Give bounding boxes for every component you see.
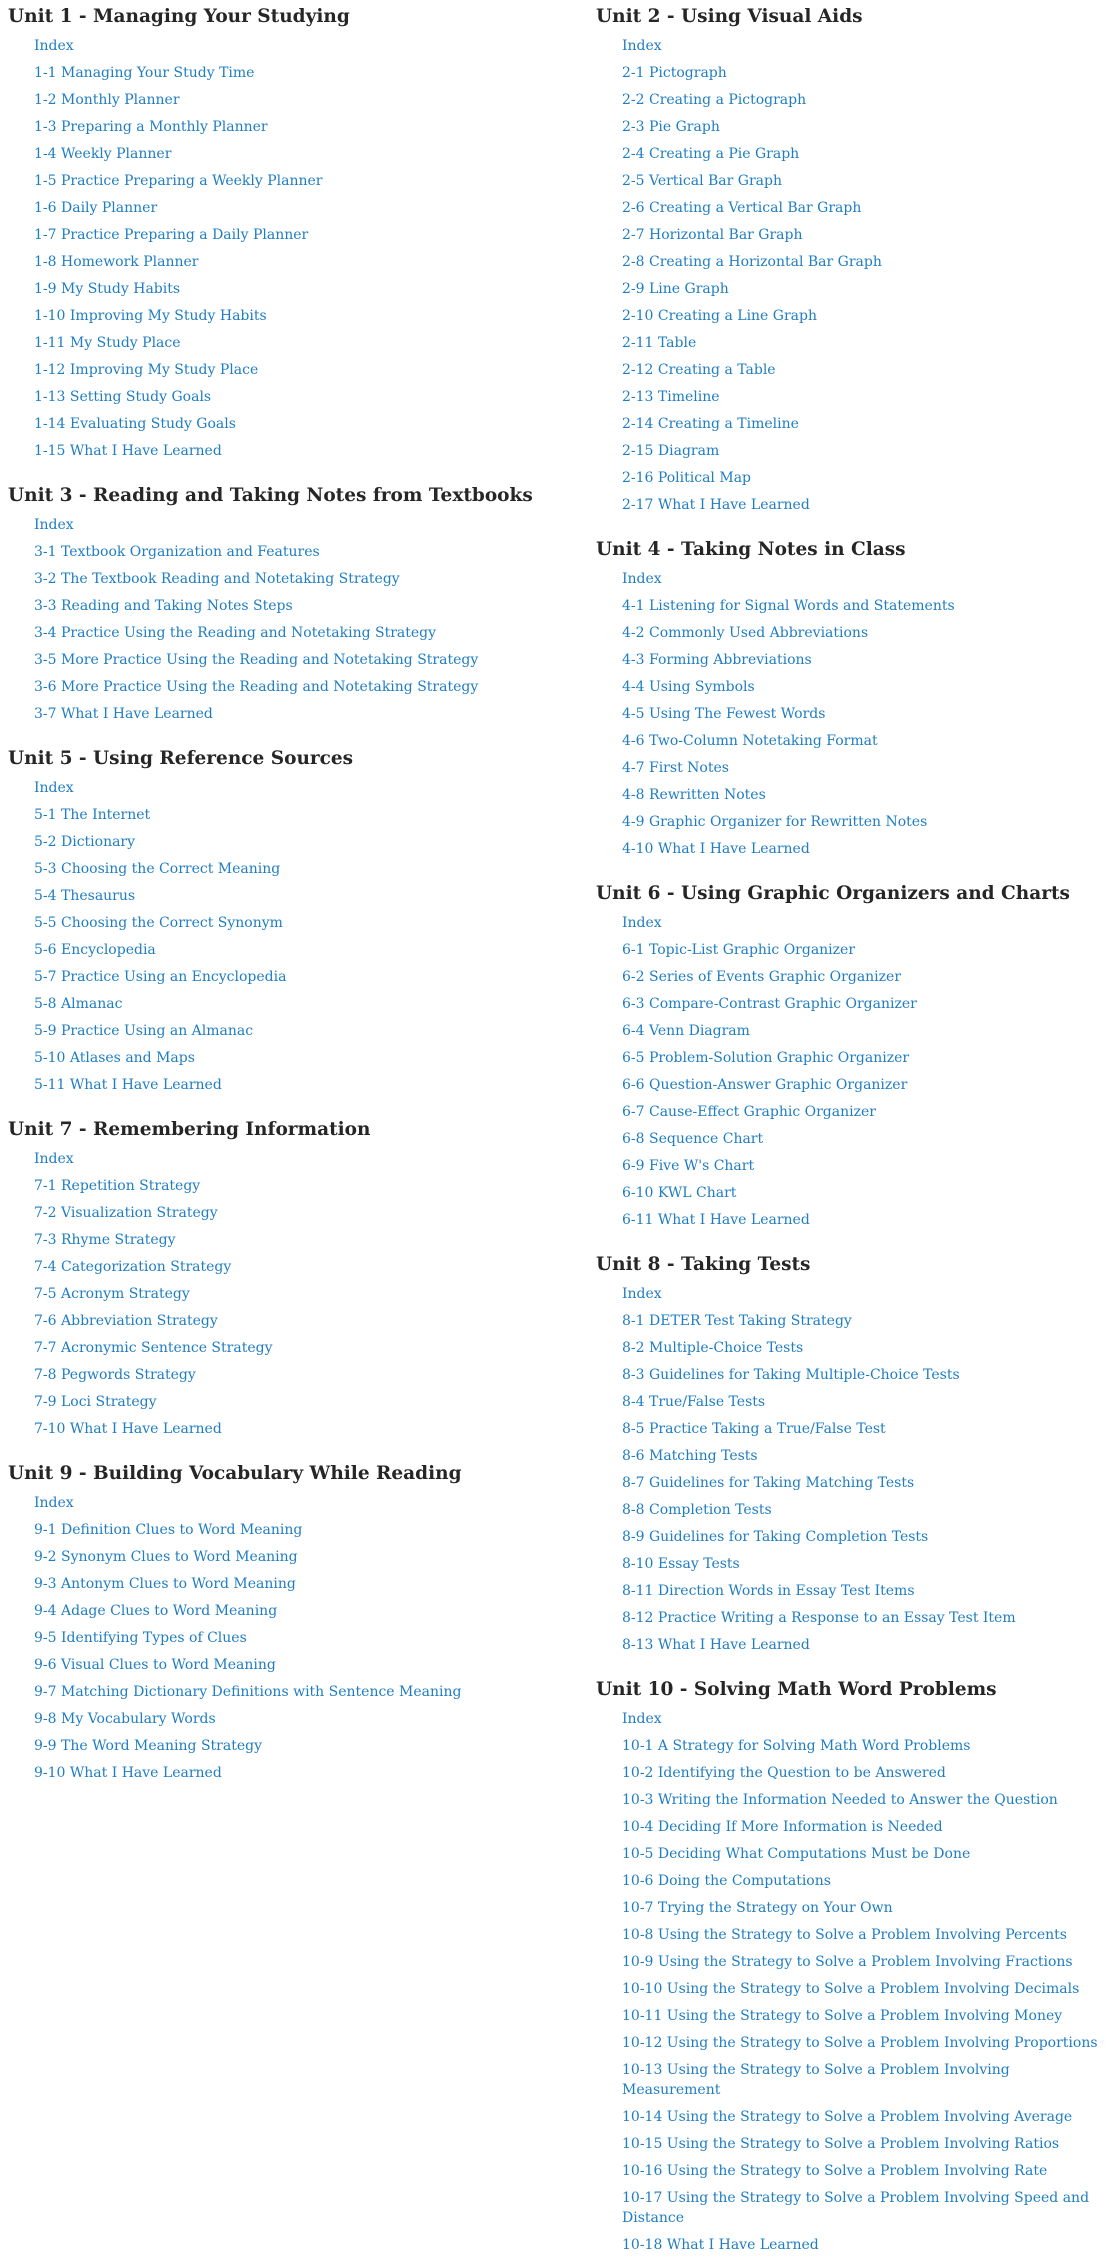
lesson-link[interactable]: 1-8 Homework Planner [34, 254, 199, 270]
lesson-link[interactable]: 6-8 Sequence Chart [622, 1131, 764, 1147]
unit-section [8, 1457, 568, 1787]
lesson-link[interactable]: 6-1 Topic-List Graphic Organizer [622, 942, 856, 958]
unit-title: Unit 8 - Taking Tests [596, 1254, 811, 1275]
unit-title: Unit 4 - Taking Notes in Class [596, 539, 906, 560]
lesson-link[interactable]: 3-4 Practice Using the Reading and Notetaking Strategy [34, 625, 437, 641]
lesson-link[interactable]: 1-3 Preparing a Monthly Planner [34, 119, 268, 135]
lesson-link[interactable]: 5-11 What I Have Learned [34, 1077, 222, 1093]
lesson-link[interactable]: 9-5 Identifying Types of Clues [34, 1630, 247, 1646]
lesson-link[interactable]: 2-9 Line Graph [622, 281, 729, 297]
lesson-link[interactable]: 5-9 Practice Using an Almanac [34, 1023, 254, 1039]
lesson-link[interactable]: 3-5 More Practice Using the Reading and Notetaking Strategy [34, 652, 479, 668]
lesson-list [8, 1146, 568, 1443]
lesson-link[interactable]: 4-4 Using Symbols [622, 679, 755, 695]
unit-title: Unit 7 - Remembering Information [8, 1119, 371, 1140]
lesson-link[interactable]: 10-2 Identifying the Question to be Answered [622, 1765, 946, 1781]
lesson-list [596, 33, 1108, 519]
lesson-link[interactable]: 1-14 Evaluating Study Goals [34, 416, 236, 432]
lesson-link[interactable]: 5-2 Dictionary [34, 834, 136, 850]
lesson-link[interactable]: 9-9 The Word Meaning Strategy [34, 1738, 262, 1754]
unit-section [596, 1673, 1108, 2259]
lesson-link[interactable]: 9-4 Adage Clues to Word Meaning [34, 1603, 278, 1619]
lesson-link[interactable]: 2-17 What I Have Learned [622, 497, 810, 513]
lesson-link[interactable]: 2-8 Creating a Horizontal Bar Graph [622, 254, 882, 270]
unit-index-link[interactable]: Index [34, 38, 74, 54]
unit-title: Unit 6 - Using Graphic Organizers and Charts [596, 883, 1070, 904]
lesson-link[interactable]: 8-7 Guidelines for Taking Matching Tests [622, 1475, 915, 1491]
lesson-link[interactable]: 2-2 Creating a Pictograph [622, 92, 807, 108]
lesson-link[interactable]: 2-5 Vertical Bar Graph [622, 173, 782, 189]
lesson-link[interactable]: 6-11 What I Have Learned [622, 1212, 810, 1228]
unit-index-link[interactable]: Index [622, 1286, 662, 1302]
lesson-link[interactable]: 7-2 Visualization Strategy [34, 1205, 218, 1221]
lesson-link[interactable]: 10-6 Doing the Computations [622, 1873, 831, 1889]
lesson-link[interactable]: 1-6 Daily Planner [34, 200, 158, 216]
lesson-list [596, 1706, 1108, 2259]
lesson-link[interactable]: 10-8 Using the Strategy to Solve a Problem Involving Percents [622, 1927, 1067, 1943]
lesson-link[interactable]: 9-3 Antonym Clues to Word Meaning [34, 1576, 296, 1592]
lesson-link[interactable]: 2-10 Creating a Line Graph [622, 308, 817, 324]
unit-index-link[interactable]: Index [34, 1151, 74, 1167]
lesson-link[interactable]: 9-8 My Vocabulary Words [34, 1711, 216, 1727]
lesson-list [8, 775, 568, 1099]
lesson-link[interactable]: 10-9 Using the Strategy to Solve a Problem Involving Fractions [622, 1954, 1073, 1970]
lesson-link[interactable]: 10-10 Using the Strategy to Solve a Problem Involving Decimals [622, 1981, 1080, 1997]
lesson-list [596, 566, 1108, 863]
lesson-link[interactable]: 2-11 Table [622, 335, 697, 351]
unit-title: Unit 3 - Reading and Taking Notes from Textbooks [8, 485, 533, 506]
lesson-link[interactable]: 4-1 Listening for Signal Words and Statements [622, 598, 955, 614]
lesson-link[interactable]: 8-2 Multiple-Choice Tests [622, 1340, 804, 1356]
lesson-link[interactable]: 6-7 Cause-Effect Graphic Organizer [622, 1104, 876, 1120]
lesson-link[interactable]: 2-12 Creating a Table [622, 362, 776, 378]
lesson-list [8, 1490, 568, 1787]
lesson-link[interactable]: 3-2 The Textbook Reading and Notetaking Strategy [34, 571, 400, 587]
lesson-link[interactable]: 8-5 Practice Taking a True/False Test [622, 1421, 886, 1437]
lesson-list [596, 910, 1108, 1234]
unit-section [8, 479, 568, 728]
lesson-link[interactable]: 8-9 Guidelines for Taking Completion Tests [622, 1529, 929, 1545]
lesson-link[interactable]: 5-3 Choosing the Correct Meaning [34, 861, 281, 877]
lesson-link[interactable]: 1-4 Weekly Planner [34, 146, 172, 162]
left-column [8, 0, 568, 1787]
unit-section [596, 533, 1108, 863]
lesson-link[interactable]: 7-1 Repetition Strategy [34, 1178, 201, 1194]
lesson-link[interactable]: 10-12 Using the Strategy to Solve a Problem Involving Proportions [622, 2035, 1098, 2051]
unit-index-link[interactable]: Index [622, 38, 662, 54]
lesson-link[interactable]: 9-1 Definition Clues to Word Meaning [34, 1522, 303, 1538]
unit-title: Unit 1 - Managing Your Studying [8, 6, 350, 27]
lesson-link[interactable]: 8-4 True/False Tests [622, 1394, 766, 1410]
lesson-link[interactable]: 1-11 My Study Place [34, 335, 181, 351]
lesson-link[interactable]: 2-16 Political Map [622, 470, 752, 486]
unit-index-link[interactable]: Index [34, 780, 74, 796]
lesson-link[interactable]: 10-11 Using the Strategy to Solve a Problem Involving Money [622, 2008, 1063, 2024]
lesson-link[interactable]: 1-5 Practice Preparing a Weekly Planner [34, 173, 323, 189]
lesson-link[interactable]: 8-12 Practice Writing a Response to an Essay Test Item [622, 1610, 1016, 1626]
lesson-link[interactable]: 4-2 Commonly Used Abbreviations [622, 625, 869, 641]
lesson-link[interactable]: 1-7 Practice Preparing a Daily Planner [34, 227, 309, 243]
lesson-link[interactable]: 7-9 Loci Strategy [34, 1394, 157, 1410]
lesson-link[interactable]: 8-1 DETER Test Taking Strategy [622, 1313, 852, 1329]
lesson-link[interactable]: 10-17 Using the Strategy to Solve a Problem Involving Speed and Distance [622, 2190, 1090, 2226]
lesson-link[interactable]: 2-15 Diagram [622, 443, 720, 459]
lesson-link[interactable]: 2-3 Pie Graph [622, 119, 720, 135]
lesson-link[interactable]: 3-3 Reading and Taking Notes Steps [34, 598, 293, 614]
lesson-link[interactable]: 5-10 Atlases and Maps [34, 1050, 195, 1066]
lesson-list [8, 512, 568, 728]
lesson-link[interactable]: 6-5 Problem-Solution Graphic Organizer [622, 1050, 910, 1066]
lesson-link[interactable]: 6-3 Compare-Contrast Graphic Organizer [622, 996, 917, 1012]
lesson-link[interactable]: 6-6 Question-Answer Graphic Organizer [622, 1077, 908, 1093]
unit-title: Unit 9 - Building Vocabulary While Reading [8, 1463, 462, 1484]
lesson-link[interactable]: 8-3 Guidelines for Taking Multiple-Choice Tests [622, 1367, 960, 1383]
lesson-link[interactable]: 4-8 Rewritten Notes [622, 787, 766, 803]
unit-section [596, 0, 1108, 519]
unit-index-link[interactable]: Index [622, 571, 662, 587]
lesson-link[interactable]: 7-3 Rhyme Strategy [34, 1232, 176, 1248]
lesson-link[interactable]: 10-16 Using the Strategy to Solve a Problem Involving Rate [622, 2163, 1048, 2179]
lesson-link[interactable]: 5-7 Practice Using an Encyclopedia [34, 969, 287, 985]
lesson-link[interactable]: 6-9 Five W's Chart [622, 1158, 755, 1174]
lesson-link[interactable]: 1-2 Monthly Planner [34, 92, 180, 108]
lesson-link[interactable]: 2-1 Pictograph [622, 65, 727, 81]
lesson-link[interactable]: 8-13 What I Have Learned [622, 1637, 810, 1653]
lesson-link[interactable]: 9-2 Synonym Clues to Word Meaning [34, 1549, 298, 1565]
lesson-link[interactable]: 8-11 Direction Words in Essay Test Items [622, 1583, 915, 1599]
unit-title: Unit 2 - Using Visual Aids [596, 6, 863, 27]
lesson-link[interactable]: 2-4 Creating a Pie Graph [622, 146, 800, 162]
lesson-link[interactable]: 4-6 Two-Column Notetaking Format [622, 733, 878, 749]
unit-section [8, 742, 568, 1099]
lesson-link[interactable]: 10-1 A Strategy for Solving Math Word Problems [622, 1738, 971, 1754]
lesson-link[interactable]: 3-1 Textbook Organization and Features [34, 544, 320, 560]
lesson-link[interactable]: 1-1 Managing Your Study Time [34, 65, 255, 81]
lesson-link[interactable]: 7-10 What I Have Learned [34, 1421, 222, 1437]
lesson-link[interactable]: 7-8 Pegwords Strategy [34, 1367, 196, 1383]
lesson-link[interactable]: 10-14 Using the Strategy to Solve a Problem Involving Average [622, 2109, 1073, 2125]
lesson-list [596, 1281, 1108, 1659]
unit-title: Unit 5 - Using Reference Sources [8, 748, 354, 769]
lesson-link[interactable]: 6-4 Venn Diagram [622, 1023, 750, 1039]
lesson-link[interactable]: 4-10 What I Have Learned [622, 841, 810, 857]
lesson-link[interactable]: 4-9 Graphic Organizer for Rewritten Notes [622, 814, 928, 830]
lesson-link[interactable]: 2-7 Horizontal Bar Graph [622, 227, 803, 243]
lesson-link[interactable]: 5-6 Encyclopedia [34, 942, 156, 958]
lesson-link[interactable]: 4-7 First Notes [622, 760, 729, 776]
lesson-link[interactable]: 7-5 Acronym Strategy [34, 1286, 190, 1302]
lesson-link[interactable]: 8-10 Essay Tests [622, 1556, 740, 1572]
lesson-link[interactable]: 9-6 Visual Clues to Word Meaning [34, 1657, 276, 1673]
lesson-link[interactable]: 10-4 Deciding If More Information is Needed [622, 1819, 943, 1835]
lesson-link[interactable]: 2-14 Creating a Timeline [622, 416, 799, 432]
lesson-link[interactable]: 9-10 What I Have Learned [34, 1765, 222, 1781]
lesson-link[interactable]: 1-13 Setting Study Goals [34, 389, 212, 405]
lesson-link[interactable]: 8-8 Completion Tests [622, 1502, 772, 1518]
unit-index-link[interactable]: Index [34, 1495, 74, 1511]
lesson-link[interactable]: 10-3 Writing the Information Needed to Answer the Question [622, 1792, 1058, 1808]
lesson-link[interactable]: 7-4 Categorization Strategy [34, 1259, 232, 1275]
unit-section [8, 1113, 568, 1443]
lesson-link[interactable]: 10-15 Using the Strategy to Solve a Problem Involving Ratios [622, 2136, 1060, 2152]
lesson-link[interactable]: 5-1 The Internet [34, 807, 151, 823]
lesson-link[interactable]: 5-5 Choosing the Correct Synonym [34, 915, 283, 931]
lesson-link[interactable]: 9-7 Matching Dictionary Definitions with Sentence Meaning [34, 1684, 462, 1700]
lesson-link[interactable]: 10-5 Deciding What Computations Must be Done [622, 1846, 971, 1862]
lesson-link[interactable]: 1-12 Improving My Study Place [34, 362, 259, 378]
lesson-link[interactable]: 5-8 Almanac [34, 996, 123, 1012]
lesson-link[interactable]: 2-13 Timeline [622, 389, 720, 405]
right-column [596, 0, 1108, 2259]
lesson-link[interactable]: 4-5 Using The Fewest Words [622, 706, 826, 722]
lesson-link[interactable]: 10-7 Trying the Strategy on Your Own [622, 1900, 893, 1916]
lesson-list [8, 33, 568, 465]
lesson-link[interactable]: 8-6 Matching Tests [622, 1448, 758, 1464]
lesson-link[interactable]: 3-6 More Practice Using the Reading and Notetaking Strategy [34, 679, 479, 695]
unit-index-link[interactable]: Index [622, 1711, 662, 1727]
lesson-link[interactable]: 1-15 What I Have Learned [34, 443, 222, 459]
lesson-link[interactable]: 7-6 Abbreviation Strategy [34, 1313, 218, 1329]
lesson-link[interactable]: 1-10 Improving My Study Habits [34, 308, 267, 324]
lesson-link[interactable]: 5-4 Thesaurus [34, 888, 136, 904]
lesson-link[interactable]: 6-2 Series of Events Graphic Organizer [622, 969, 902, 985]
lesson-link[interactable]: 7-7 Acronymic Sentence Strategy [34, 1340, 273, 1356]
lesson-link[interactable]: 10-13 Using the Strategy to Solve a Problem Involving Measurement [622, 2062, 1010, 2098]
lesson-link[interactable]: 10-18 What I Have Learned [622, 2237, 819, 2253]
unit-title: Unit 10 - Solving Math Word Problems [596, 1679, 997, 1700]
unit-section [596, 1248, 1108, 1659]
unit-section [596, 877, 1108, 1234]
lesson-link[interactable]: 1-9 My Study Habits [34, 281, 181, 297]
unit-index-link[interactable]: Index [622, 915, 662, 931]
lesson-link[interactable]: 4-3 Forming Abbreviations [622, 652, 812, 668]
lesson-link[interactable]: 2-6 Creating a Vertical Bar Graph [622, 200, 862, 216]
unit-index-link[interactable]: Index [34, 517, 74, 533]
unit-section [8, 0, 568, 465]
lesson-link[interactable]: 3-7 What I Have Learned [34, 706, 213, 722]
lesson-link[interactable]: 6-10 KWL Chart [622, 1185, 737, 1201]
